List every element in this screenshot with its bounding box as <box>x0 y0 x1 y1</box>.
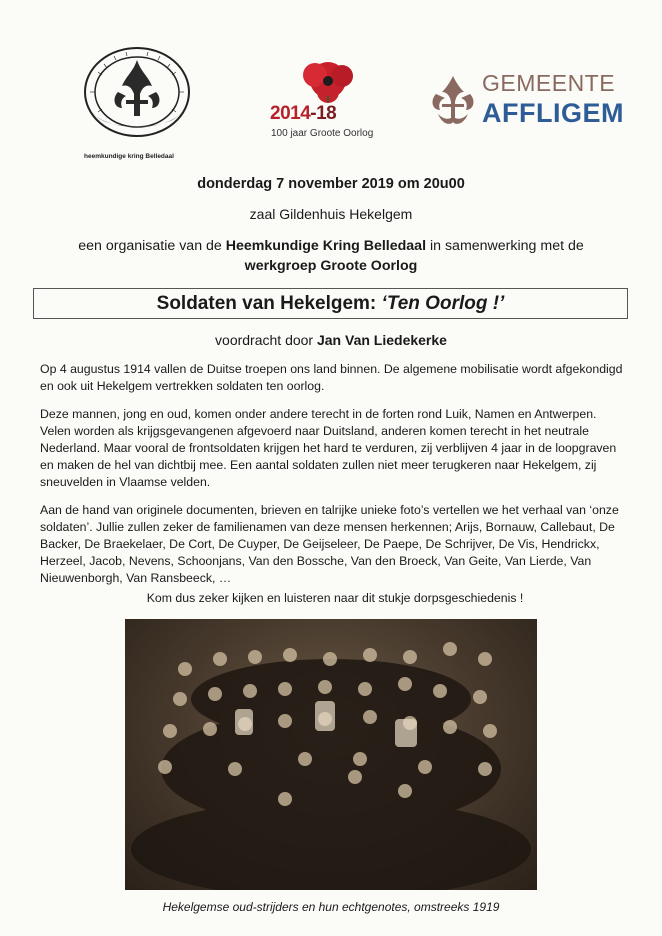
paragraph-2: Deze mannen, jong en oud, komen onder andere terecht in de forten rond Luik, Namen en Antwerpen. Velen worden als krijgsgevangenen afgevoerd naar Duitsland, anderen komen terecht in het neutrale Nederland. Maar vooral de frontsoldaten krijgen het hard te verduren, zij verblijven 4 jaar in de loopgraven en maken de hel van dichtbij mee. Een aantal soldaten zullen niet meer terugkeren naar Hekelgem, zij sneuvelden in Vlaamse velden. <box>40 407 617 489</box>
speaker-prefix: voordracht door <box>215 332 317 348</box>
paragraph-1: Op 4 augustus 1914 vallen de Duitse troepen ons land binnen. De algemene mobilisatie wordt afgekondigd en ook uit Hekelgem vertrekken soldaten ten oorlog. <box>40 362 623 393</box>
paragraph-4: Kom dus zeker kijken en luisteren naar dit stukje dorpsgeschiedenis ! <box>146 591 524 605</box>
poppy-year-end: -18 <box>310 103 337 124</box>
affligem-label: AFFLIGEM <box>482 98 624 128</box>
page-title <box>33 288 628 319</box>
speaker-line <box>20 332 642 348</box>
group-photo-figures <box>125 619 537 890</box>
org-name: Heemkundige Kring Belledaal <box>225 238 427 254</box>
gemeente-label: GEMEENTE <box>482 70 616 96</box>
poppy-year-start: 2014 <box>270 103 311 124</box>
poppy-year <box>270 103 336 125</box>
event-venue: zaal Gildenhuis Hekelgem <box>249 206 413 222</box>
org-middle: in samenwerking met de <box>426 238 584 254</box>
speaker-name: Jan Van Liedekerke <box>316 332 447 348</box>
belledaal-seal-logo <box>78 42 196 142</box>
photo-caption: Hekelgemse oud-strijders en hun echtgenotes, omstreeks 1919 <box>162 900 500 914</box>
paragraph-3: Aan de hand van originele documenten, brieven en talrijke unieke foto’s vertellen we het verhaal van ‘onze soldaten’. Jullie zullen zeker de familienamen van deze mensen herkennen; Arijs, Bornauw, Callebaut, De Backer, De Braekelaer, De Cort, De Cuyper, De Geijseleer, De Paepe, De Schrijver, De Vis, Hendrickx, Herzeel, Jacob, Nevens, Schoonjans, Van den Bossche, Van den Broeck, Van Geite, Van Lierde, Van Nieuwenborgh, Van Ransbeeck, … <box>40 503 619 585</box>
title-main: Soldaten van Hekelgem: <box>156 293 382 314</box>
poppy-subtitle: 100 jaar Groote Oorlog <box>271 128 374 139</box>
affligem-emblem-icon <box>428 72 478 128</box>
title-italic: ‘Ten Oorlog !’ <box>381 293 505 314</box>
org-partner: werkgroep Groote Oorlog <box>244 258 418 274</box>
event-date: donderdag 7 november 2019 om 20u00 <box>197 176 465 192</box>
event-organisation <box>20 236 642 276</box>
group-photo <box>125 619 537 890</box>
seal-caption: heemkundige kring Belledaal <box>84 153 174 160</box>
org-prefix: een organisatie van de <box>78 238 226 254</box>
